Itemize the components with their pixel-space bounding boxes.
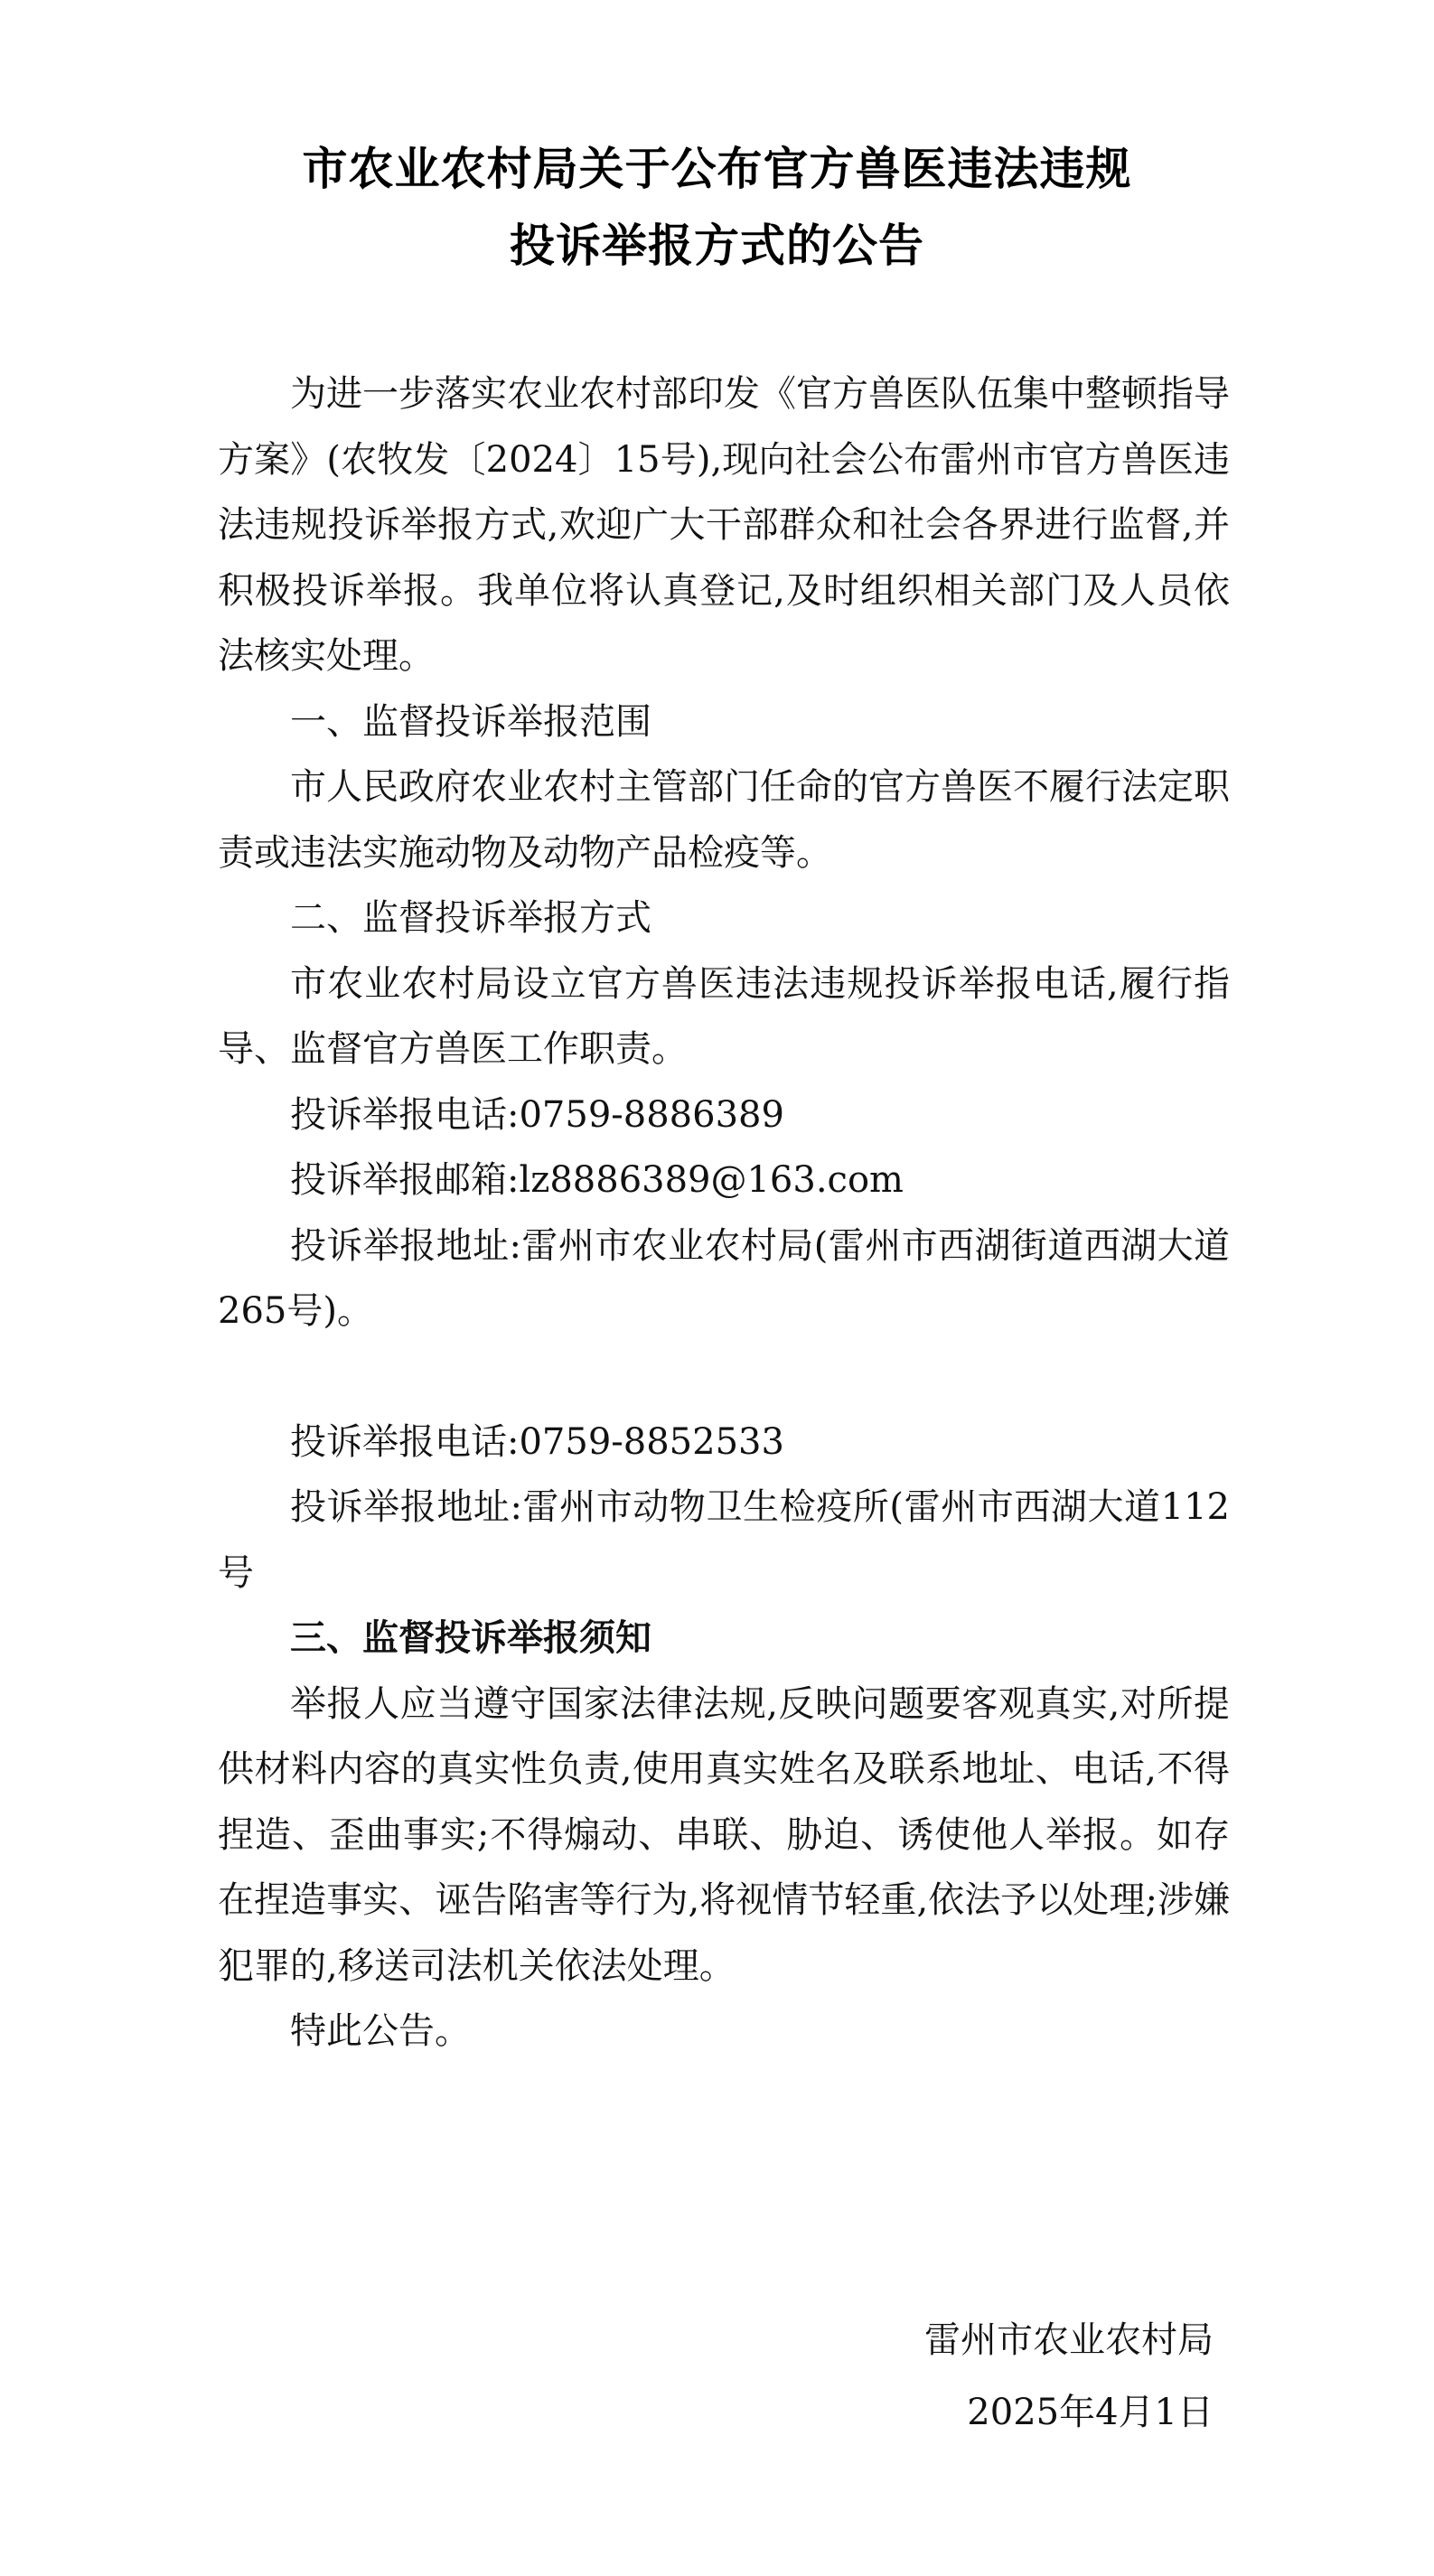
blank-line bbox=[218, 1344, 1230, 1410]
closing-statement: 特此公告。 bbox=[290, 2010, 471, 2052]
document-title-line-2: 投诉举报方式的公告 bbox=[510, 220, 924, 272]
signature-date: 2025年4月1日 bbox=[967, 2392, 1214, 2433]
section-3-heading: 三、监督投诉举报须知 bbox=[290, 1617, 651, 1659]
contact-1-phone: 投诉举报电话:0759-8886389 bbox=[290, 1093, 784, 1136]
document-title-line-1: 市农业农村局关于公布官方兽医违法违规 bbox=[302, 143, 1132, 195]
intro-paragraph: 为进一步落实农业农村部印发《官方兽医队伍集中整顿指导方案》(农牧发〔2024〕15号),现向社会公布雷州市官方兽医违法违规投诉举报方式,欢迎广大干部群众和社会各界进行监督,并积极投诉举报。我单位将认真登记,及时组织相关部门及人员依法核实处理。 bbox=[218, 373, 1230, 677]
contact-1-email: 投诉举报邮箱:lz8886389@163.com bbox=[290, 1159, 904, 1201]
document-body bbox=[218, 361, 1230, 2065]
contact-1-address: 投诉举报地址:雷州市农业农村局(雷州市西湖街道西湖大道265号)。 bbox=[218, 1224, 1230, 1332]
section-1-heading: 一、监督投诉举报范围 bbox=[290, 700, 651, 743]
signature-organization: 雷州市农业农村局 bbox=[924, 2319, 1214, 2361]
section-2-text: 市农业农村局设立官方兽医违法违规投诉举报电话,履行指导、监督官方兽医工作职责。 bbox=[218, 962, 1230, 1070]
section-2-heading: 二、监督投诉举报方式 bbox=[290, 897, 651, 939]
contact-2-address: 投诉举报地址:雷州市动物卫生检疫所(雷州市西湖大道112号 bbox=[218, 1486, 1230, 1594]
section-3-text: 举报人应当遵守国家法律法规,反映问题要客观真实,对所提供材料内容的真实性负责,使用真实姓名及联系地址、电话,不得捏造、歪曲事实;不得煽动、串联、胁迫、诱使他人举报。如存在捏造事实、诬告陷害等行为,将视情节轻重,依法予以处理;涉嫌犯罪的,移送司法机关依法处理。 bbox=[218, 1682, 1230, 1987]
section-1-text: 市人民政府农业农村主管部门任命的官方兽医不履行法定职责或违法实施动物及动物产品检疫等。 bbox=[218, 766, 1230, 874]
contact-2-phone: 投诉举报电话:0759-8852533 bbox=[290, 1420, 784, 1463]
